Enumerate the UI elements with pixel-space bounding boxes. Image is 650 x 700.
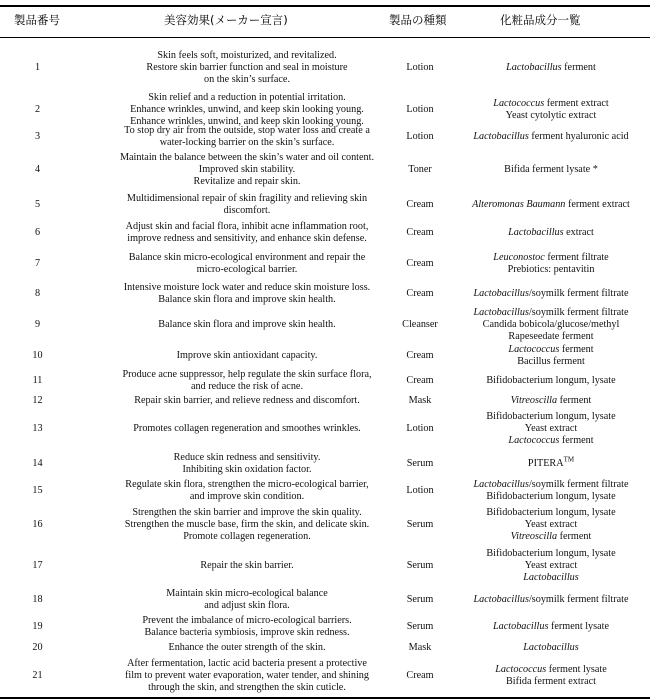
ingredient-text: extract	[563, 226, 594, 238]
table-row	[0, 190, 650, 220]
ingredient-list	[452, 614, 650, 640]
ingredient-list	[452, 450, 650, 478]
product-type: Serum	[406, 620, 434, 632]
ingredient-line	[495, 664, 606, 676]
ingredient-line	[527, 455, 575, 470]
product-number: 12	[32, 394, 43, 406]
ingredient-text: ferment lysate	[548, 620, 609, 632]
ingredient-list	[452, 368, 650, 394]
ingredient-line	[508, 435, 593, 447]
product-type: Cream	[406, 349, 434, 361]
effect-line: film to prevent water evaporation, water tender, and shining	[124, 669, 369, 681]
ingredient-text: ferment hyaluronic acid	[528, 130, 629, 142]
effect-line: Skin relief and a reduction in potential irritation.	[148, 91, 346, 103]
product-type: Serum	[406, 593, 434, 605]
ingredient-text: Bifidobacterium longum, lysate	[486, 410, 616, 422]
product-number: 8	[34, 287, 41, 299]
table-row	[0, 306, 650, 344]
ingredient-line	[473, 131, 628, 143]
table-row	[0, 124, 650, 150]
beauty-effect	[67, 40, 427, 96]
header-rule	[0, 37, 650, 38]
product-number: 10	[32, 349, 43, 361]
ingredient-list	[452, 246, 650, 282]
ingredient-line	[525, 519, 577, 531]
ingredient-line	[506, 676, 596, 688]
beauty-effect	[67, 368, 427, 394]
effect-line: Improve skin antioxidant capacity.	[176, 349, 318, 361]
effect-line: Enhance wrinkles, unwind, and keep skin looking young.	[130, 116, 364, 128]
effect-line: Restore skin barrier function and seal in moisture	[146, 61, 348, 73]
ingredient-line	[508, 331, 593, 343]
table-row	[0, 246, 650, 282]
effect-line: Balance skin micro-ecological environment and repair the	[128, 251, 366, 263]
ingredient-list	[452, 150, 650, 190]
effect-line: Prevent the imbalance of micro-ecological barriers.	[142, 614, 352, 626]
product-type: Lotion	[406, 422, 434, 434]
ingredient-text: Yeast extract	[524, 422, 578, 434]
ingredient-text: ferment	[561, 61, 596, 73]
ingredient-list	[452, 504, 650, 546]
ingredient-text: /soymilk ferment filtrate	[528, 478, 629, 490]
ingredient-text: Bifida ferment lysate *	[504, 163, 598, 175]
product-number: 11	[32, 374, 43, 386]
effect-line: Balance skin flora and improve skin health.	[158, 294, 336, 305]
ingredient-line	[525, 423, 577, 435]
ingredient-line	[473, 594, 628, 606]
ingredient-genus: Lactococcus	[495, 663, 547, 675]
product-number: 20	[32, 641, 43, 653]
effect-line: Maintain the balance between the skin’s water and oil content.	[119, 151, 375, 163]
ingredient-line	[508, 344, 593, 356]
beauty-effect	[67, 450, 427, 478]
table-row	[0, 40, 650, 96]
ingredient-text: Bifida ferment extract	[506, 676, 596, 687]
effect-line: Multidimensional repair of skin fragility and relieving skin	[126, 192, 368, 204]
product-number: 6	[34, 226, 41, 238]
product-type: Lotion	[406, 130, 434, 142]
ingredient-genus: Lactobacillus	[523, 641, 579, 653]
beauty-effect	[67, 246, 427, 282]
beauty-effect	[67, 190, 427, 220]
header-ingredients: 化粧品成分一覧	[500, 13, 581, 27]
beauty-effect	[67, 504, 427, 546]
table-row	[0, 614, 650, 640]
ingredient-text: Bifidobacterium longum, lysate	[486, 506, 616, 518]
ingredient-genus: Lactobacillus	[506, 61, 562, 73]
ingredient-text: PITERA	[527, 457, 564, 469]
effect-line: Balance bacteria symbiosis, improve skin redness.	[144, 627, 350, 638]
top-rule	[0, 5, 650, 7]
ingredient-line	[517, 356, 585, 368]
product-type: Lotion	[406, 61, 434, 73]
effect-line: Revitalize and repair skin.	[193, 176, 301, 188]
ingredient-genus: Lactobacillus	[473, 593, 529, 605]
header-effect: 美容効果(メーカー宣言)	[164, 13, 288, 27]
header-product-no: 製品番号	[14, 13, 60, 27]
beauty-effect	[67, 640, 427, 656]
beauty-effect	[67, 282, 427, 306]
effect-line: Repair skin barrier, and relieve redness and discomfort.	[134, 394, 360, 406]
beauty-effect	[67, 656, 427, 696]
effect-line: Improved skin stability.	[198, 163, 296, 175]
ingredient-line	[508, 227, 594, 239]
ingredient-text: Bifidobacterium longum, lysate	[486, 547, 616, 559]
ingredient-line	[472, 199, 630, 211]
beauty-effect	[67, 394, 427, 408]
product-type: Toner	[408, 163, 432, 175]
product-type: Mask	[408, 641, 432, 653]
table-row	[0, 656, 650, 696]
effect-line: Strengthen the muscle base, firm the skin, and delicate skin.	[124, 518, 370, 530]
effect-line: through the skin, and strengthen the skin cuticle.	[148, 682, 346, 694]
product-type: Cream	[406, 374, 434, 386]
effect-line: Repair the skin barrier.	[200, 559, 294, 571]
effect-line: discomfort.	[223, 205, 271, 216]
ingredient-genus: Vitreoscilla	[510, 531, 558, 543]
ingredient-line	[473, 307, 628, 319]
effect-line: Intensive moisture lock water and reduce skin moisture loss.	[123, 281, 371, 293]
table-row	[0, 478, 650, 504]
effect-line: improve redness and sensitivity, and enhance skin defense.	[127, 233, 367, 244]
table-row	[0, 220, 650, 246]
effect-line: Enhance the outer strength of the skin.	[168, 641, 326, 653]
effect-line: Strengthen the skin barrier and improve the skin quality.	[132, 506, 362, 518]
table-row	[0, 91, 650, 128]
ingredient-line	[504, 164, 598, 176]
ingredient-line	[486, 375, 615, 387]
effect-line: Skin feels soft, moisturized, and revitalized.	[157, 49, 337, 61]
table-row	[0, 394, 650, 408]
ingredient-list	[452, 220, 650, 246]
ingredient-text: ferment	[559, 435, 594, 447]
ingredient-line	[493, 98, 608, 110]
ingredient-line	[511, 395, 592, 407]
ingredient-line	[511, 531, 592, 543]
product-type: Serum	[406, 559, 434, 571]
ingredient-genus: Alteromonas Baumann	[472, 198, 566, 210]
product-type: Serum	[406, 518, 434, 530]
beauty-effect	[67, 91, 427, 128]
ingredient-line	[483, 319, 620, 331]
product-number: 9	[34, 318, 41, 330]
ingredient-text: Bifidobacterium longum, lysate	[486, 491, 616, 502]
product-number: 21	[32, 669, 43, 681]
beauty-effect	[67, 344, 427, 368]
ingredient-text: Yeast extract	[524, 518, 578, 530]
product-number: 13	[32, 422, 43, 434]
ingredient-text: ferment extract	[544, 97, 609, 109]
ingredient-text: ferment extract	[565, 198, 630, 210]
product-number: 5	[34, 198, 41, 210]
effect-line: To stop dry air from the outside, stop water loss and create a	[124, 124, 370, 136]
ingredient-genus: Leuconostoc	[493, 251, 545, 263]
effect-line: and improve skin condition.	[189, 491, 305, 502]
product-number: 15	[32, 484, 43, 496]
header-type: 製品の種類	[389, 13, 447, 27]
product-number: 17	[32, 559, 43, 571]
product-number: 18	[32, 593, 43, 605]
beauty-effect	[67, 124, 427, 150]
table-row	[0, 408, 650, 450]
ingredient-line	[473, 479, 628, 491]
ingredient-list	[452, 408, 650, 450]
beauty-effect	[67, 614, 427, 640]
ingredient-genus: Lactobacillus	[473, 306, 529, 318]
ingredient-text: TM	[563, 455, 575, 464]
ingredient-text: Yeast cytolytic extract	[505, 110, 597, 121]
table-row	[0, 546, 650, 586]
product-number: 2	[34, 103, 41, 115]
bottom-rule	[0, 697, 650, 699]
table-row	[0, 282, 650, 306]
ingredient-list	[452, 586, 650, 614]
ingredient-list	[452, 394, 650, 408]
beauty-effect	[67, 306, 427, 344]
ingredient-text: ferment lysate	[546, 663, 607, 675]
product-number: 19	[32, 620, 43, 632]
effect-line: Promote collagen regeneration.	[183, 531, 311, 543]
table-row	[0, 504, 650, 546]
effect-line: Maintain skin micro-ecological balance	[166, 587, 328, 599]
ingredient-genus: Lactococcus	[508, 435, 560, 447]
ingredient-line	[473, 288, 628, 300]
ingredient-list	[452, 344, 650, 368]
product-number: 3	[34, 130, 41, 142]
effect-line: Balance skin flora and improve skin health.	[158, 318, 336, 330]
table-row	[0, 150, 650, 190]
product-type: Cream	[406, 226, 434, 238]
ingredient-line	[508, 264, 595, 276]
ingredient-list	[452, 190, 650, 220]
ingredient-genus: Lactococcus	[508, 343, 560, 355]
product-type: Mask	[408, 394, 432, 406]
ingredient-line	[523, 572, 578, 584]
ingredient-genus: Lactobacillus	[473, 287, 529, 299]
ingredient-line	[493, 621, 609, 633]
beauty-effect	[67, 220, 427, 246]
ingredient-genus: Lactobacillus	[473, 478, 529, 490]
product-type: Lotion	[406, 484, 434, 496]
product-type: Serum	[406, 457, 434, 469]
ingredient-genus: Lactobacillus	[508, 226, 564, 238]
ingredient-line	[506, 62, 596, 74]
product-type: Cream	[406, 257, 434, 269]
table-row	[0, 344, 650, 368]
ingredient-list	[452, 640, 650, 656]
ingredient-text: Bacillus ferment	[517, 356, 585, 367]
ingredient-text: /soymilk ferment filtrate	[528, 306, 629, 318]
table-row	[0, 368, 650, 394]
product-type: Cleanser	[402, 318, 438, 330]
ingredient-line	[506, 110, 597, 122]
table-row	[0, 586, 650, 614]
effect-line: Reduce skin redness and sensitivity.	[173, 451, 321, 463]
ingredient-text: Rapeseedate ferment	[508, 331, 594, 343]
product-type: Cream	[406, 669, 434, 681]
ingredient-text: Bifidobacterium longum, lysate	[486, 374, 616, 386]
ingredient-genus: Vitreoscilla	[510, 394, 558, 406]
effect-line: Enhance wrinkles, unwind, and keep skin looking young.	[130, 103, 364, 115]
ingredient-text: /soymilk ferment filtrate	[528, 593, 629, 605]
effect-line: Promotes collagen regeneration and smoothes wrinkles.	[133, 422, 361, 434]
effect-line: Produce acne suppressor, help regulate the skin surface flora,	[122, 368, 372, 380]
ingredient-list	[452, 96, 650, 124]
product-number: 1	[34, 61, 41, 73]
ingredient-list	[452, 656, 650, 696]
ingredient-line	[486, 507, 615, 519]
product-number: 16	[32, 518, 43, 530]
ingredient-genus: Lactobacillus	[492, 620, 549, 632]
beauty-effect	[67, 408, 427, 450]
effect-line: and adjust skin flora.	[204, 600, 290, 611]
ingredient-line	[486, 491, 615, 503]
effect-line: and reduce the risk of acne.	[190, 381, 303, 392]
beauty-effect	[67, 478, 427, 504]
effect-line: Regulate skin flora, strengthen the micro-ecological barrier,	[125, 478, 369, 490]
ingredient-line	[493, 252, 608, 264]
beauty-effect	[67, 150, 427, 190]
effect-line: on the skin’s surface.	[203, 74, 290, 86]
ingredient-text: Yeast extract	[524, 559, 578, 571]
product-type: Lotion	[406, 103, 434, 115]
ingredient-text: ferment	[557, 531, 592, 543]
ingredient-list	[452, 546, 650, 586]
ingredient-list	[452, 124, 650, 150]
table-row	[0, 640, 650, 656]
ingredient-list	[452, 306, 650, 344]
beauty-effect	[67, 586, 427, 614]
effect-line: micro-ecological barrier.	[196, 264, 298, 275]
ingredient-line	[523, 642, 578, 654]
product-number: 7	[34, 257, 41, 269]
ingredient-genus: Lactobacillus	[473, 130, 529, 142]
effect-line: After fermentation, lactic acid bacteria present a protective	[127, 657, 367, 669]
effect-line: Adjust skin and facial flora, inhibit acne inflammation root,	[125, 220, 369, 232]
ingredient-list	[452, 40, 650, 96]
ingredient-list	[452, 282, 650, 306]
ingredient-text: ferment	[557, 394, 592, 406]
beauty-effect	[67, 546, 427, 586]
product-number: 14	[32, 457, 43, 469]
ingredient-text: ferment filtrate	[544, 251, 609, 263]
product-type: Cream	[406, 287, 434, 299]
ingredient-line	[486, 411, 615, 423]
table-row	[0, 450, 650, 478]
effect-line: water-locking barrier on the skin’s surface.	[159, 137, 335, 148]
ingredient-line	[525, 560, 577, 572]
ingredient-list	[452, 478, 650, 504]
ingredient-genus: Lactobacillus	[523, 572, 579, 584]
ingredient-text: /soymilk ferment filtrate	[528, 287, 629, 299]
effect-line: Inhibiting skin oxidation factor.	[182, 464, 312, 475]
ingredient-text: Candida bobicola/glucose/methyl	[482, 318, 620, 330]
ingredient-line	[486, 548, 615, 560]
product-number: 4	[34, 163, 41, 175]
ingredient-text: Prebiotics: pentavitin	[507, 264, 595, 275]
product-type: Cream	[406, 198, 434, 210]
ingredient-text: ferment	[559, 343, 594, 355]
ingredient-genus: Lactococcus	[493, 97, 545, 109]
